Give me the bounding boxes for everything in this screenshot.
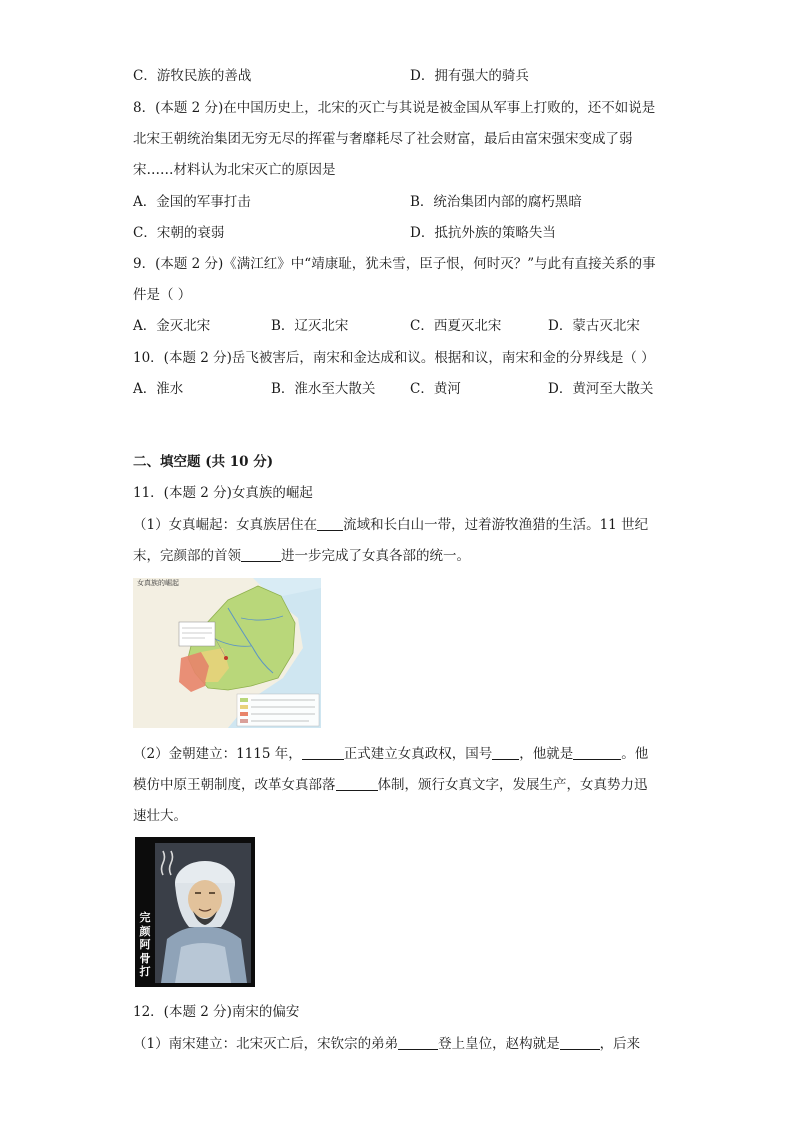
q11-part2-line-1 [133, 745, 648, 763]
answer-blank[interactable] [398, 1035, 438, 1050]
q9-option-c: C．西夏灭北宋 [410, 318, 502, 334]
q11-part1-line-2 [133, 547, 470, 565]
answer-blank[interactable] [317, 516, 343, 531]
answer-blank[interactable] [560, 1035, 600, 1050]
q12-title: 12．(本题 2 分)南宋的偏安 [133, 1004, 300, 1020]
q11-text: 正式建立女真政权，国号 [343, 746, 493, 762]
q11-title: 11．(本题 2 分)女真族的崛起 [133, 485, 313, 501]
q11-text: ，他就是 [519, 746, 574, 762]
q8-option-a: A．金国的军事打击 [133, 194, 251, 210]
portrait-caption: 完颜阿骨打 [139, 911, 151, 978]
wanyan-aguda-portrait [135, 837, 255, 987]
q11-text: 体制，颁行女真文字，发展生产，女真势力迅 [377, 777, 648, 793]
portrait-graphic [155, 843, 251, 983]
answer-blank[interactable] [573, 745, 621, 760]
q10-option-a: A．淮水 [133, 381, 184, 397]
q8-option-d: D．抵抗外族的策略失当 [410, 225, 556, 241]
q7-option-d: D．拥有强大的骑兵 [410, 68, 529, 84]
q10-option-d: D．黄河至大散关 [548, 381, 654, 397]
q11-text: （1）女真崛起：女真族居住在 [133, 517, 318, 533]
q8-stem-line-1: 8．(本题 2 分)在中国历史上，北宋的灭亡与其说是被金国从军事上打败的，还不如说是 [133, 100, 656, 116]
q11-text: （2）金朝建立：1115 年， [133, 746, 302, 762]
q8-stem-line-2: 北宋王朝统治集团无穷无尽的挥霍与奢靡耗尽了社会财富，最后由富宋强宋变成了弱 [133, 131, 633, 147]
jurchen-rise-map [133, 578, 321, 728]
section-heading-fill-blank: 二、填空题 (共 10 分) [133, 454, 274, 470]
q8-option-b: B．统治集团内部的腐朽黑暗 [410, 194, 582, 210]
portrait-image [155, 843, 251, 983]
map-graphic [133, 578, 321, 728]
q9-option-b: B．辽灭北宋 [271, 318, 349, 334]
q9-option-a: A．金灭北宋 [133, 318, 211, 334]
q11-text: 模仿中原王朝制度，改革女真部落 [133, 777, 336, 793]
q8-stem-line-3: 宋……材料认为北宋灭亡的原因是 [133, 162, 336, 178]
q9-option-d: D．蒙古灭北宋 [548, 318, 640, 334]
answer-blank[interactable] [302, 745, 344, 760]
q7-option-c: C．游牧民族的善战 [133, 68, 252, 84]
q11-text: 进一步完成了女真各部的统一。 [281, 548, 470, 564]
q11-text: 末，完颜部的首领 [133, 548, 241, 564]
q11-text: 。他 [621, 746, 649, 762]
q10-option-b: B．淮水至大散关 [271, 381, 376, 397]
answer-blank[interactable] [492, 745, 519, 760]
q10-stem: 10．(本题 2 分)岳飞被害后，南宋和金达成和议。根据和议，南宋和金的分界线是（ ） [133, 350, 655, 366]
q10-option-c: C．黄河 [410, 381, 461, 397]
answer-blank[interactable] [241, 547, 281, 562]
q11-text: 流域和长白山一带，过着游牧渔猎的生活。11 世纪 [343, 517, 649, 533]
answer-blank[interactable] [336, 776, 378, 791]
q12-text: 登上皇位，赵构就是 [438, 1036, 560, 1052]
map-title: 女真族的崛起 [137, 579, 179, 587]
q9-stem-line-2: 件是（ ） [133, 287, 192, 303]
q8-option-c: C．宋朝的衰弱 [133, 225, 225, 241]
q11-part2-line-3: 速壮大。 [133, 808, 187, 824]
q12-part1-line-1 [133, 1035, 640, 1053]
q11-part2-line-2 [133, 776, 648, 794]
q12-text: ，后来 [599, 1036, 641, 1052]
q9-stem-line-1: 9．(本题 2 分)《满江红》中“靖康耻，犹未雪，臣子恨，何时灭？”与此有直接关系的事 [133, 256, 656, 272]
q12-text: （1）南宋建立：北宋灭亡后，宋钦宗的弟弟 [133, 1036, 399, 1052]
q11-part1-line-1 [133, 516, 648, 534]
